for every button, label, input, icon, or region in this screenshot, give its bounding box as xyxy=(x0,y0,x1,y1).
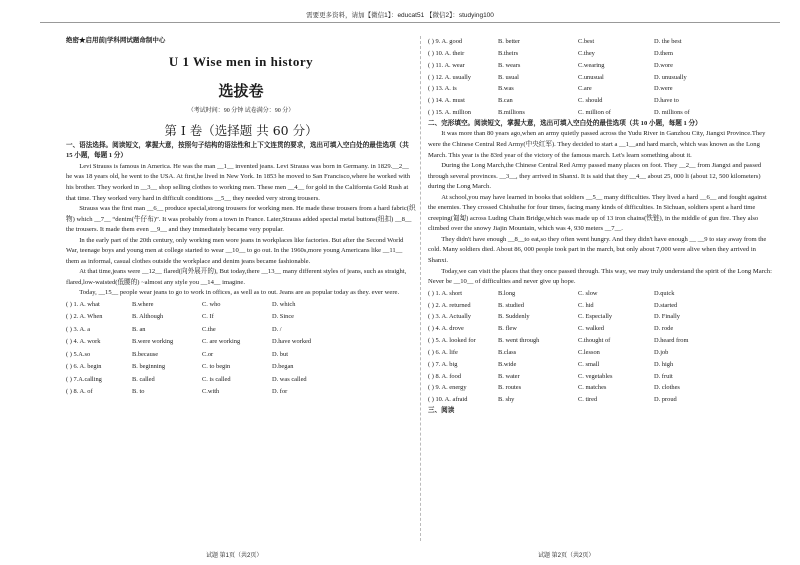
option-item: B. Although xyxy=(132,313,164,321)
option-item: B. wears xyxy=(498,61,521,69)
option-item: ( ) 8. A. of xyxy=(66,388,93,396)
option-item: ( ) 12. A. usually xyxy=(428,73,471,81)
option-item: B.class xyxy=(498,348,517,356)
option-item: D. proud xyxy=(654,396,677,404)
option-item: C.best xyxy=(578,38,595,45)
option-item: C. walked xyxy=(578,325,604,333)
page-header: 需要更多资料，请加【微信1】：educat51 【微信2】：studying100 xyxy=(306,12,494,19)
option-item: C. who xyxy=(202,300,221,308)
header-rule xyxy=(40,22,780,23)
passage-paragraph: It was more than 80 years ago,when an army quietly passed across the Yudu River in Ganzhou City, Jiangxi Province.They were the Chinese Central Red Army(中央红军). They decided to start a __1__and hard march, which was known as the Long March. This year is the 83rd year of the victory of the famous march. Let's learn something about it. xyxy=(428,130,766,159)
option-item: D.were xyxy=(654,85,673,93)
option-item: D.job xyxy=(654,348,669,356)
option-item: B. usual xyxy=(498,73,519,81)
option-item: B. beginning xyxy=(132,363,166,371)
option-item: ( ) 11. A. wear xyxy=(428,61,465,69)
section-heading-cloze: 二、完形填空。阅读短文，掌握大意，选出可填入空白处的最佳选项（共 10 小题，每题 1 分） xyxy=(428,119,702,127)
option-item: B.where xyxy=(132,300,154,308)
option-item: D. the best xyxy=(654,38,682,45)
option-item: D. clothes xyxy=(654,384,680,392)
option-item: D.quick xyxy=(654,289,675,297)
option-item: B.millions xyxy=(498,109,525,117)
option-item: C. matches xyxy=(578,384,607,392)
option-item: B.can xyxy=(498,97,513,105)
option-item: D. / xyxy=(272,325,282,333)
option-item: D. Finally xyxy=(654,313,680,321)
option-item: D. unusually xyxy=(654,73,687,81)
option-item: B.wide xyxy=(498,360,517,368)
option-item: D. was called xyxy=(272,375,307,383)
option-item: C. are working xyxy=(202,338,241,346)
option-item: C. small xyxy=(578,360,600,368)
option-item: B. an xyxy=(132,325,146,333)
option-item: ( ) 5. A. looked for xyxy=(428,337,476,345)
option-item: ( ) 2. A. When xyxy=(66,313,103,321)
option-item: B. water xyxy=(498,372,520,380)
page-footer-left: 试题 第1页（共2页） xyxy=(206,553,263,559)
option-item: ( ) 6. A. begin xyxy=(66,363,102,371)
option-item: C.unusual xyxy=(578,73,604,81)
option-item: ( ) 15. A. million xyxy=(428,109,471,117)
option-item: D. Since xyxy=(272,313,295,321)
option-item: B.was xyxy=(498,85,514,93)
option-item: ( ) 7.A.calling xyxy=(66,375,102,383)
option-item: D. for xyxy=(272,388,288,396)
option-item: C.they xyxy=(578,49,595,57)
option-item: ( ) 2. A. returned xyxy=(428,301,471,309)
option-item: B. called xyxy=(132,375,155,383)
option-item: D. fruit xyxy=(654,372,673,380)
option-item: ( ) 1. A. short xyxy=(428,289,463,297)
option-item: D. but xyxy=(272,350,288,358)
option-item: C. If xyxy=(202,313,214,321)
option-item: B.theirs xyxy=(498,49,519,57)
option-item: B.because xyxy=(132,350,159,358)
option-item: B. went through xyxy=(498,337,540,345)
option-item: B. routes xyxy=(498,384,522,392)
option-item: B. shy xyxy=(498,396,515,404)
option-item: C. should xyxy=(578,97,603,105)
column-divider xyxy=(420,36,421,541)
option-item: D.began xyxy=(272,363,294,371)
option-item: ( ) 13. A. is xyxy=(428,85,457,93)
option-item: ( ) 1. A. what xyxy=(66,300,100,308)
option-item: ( ) 5.A.so xyxy=(66,350,91,358)
passage-paragraph: In the early part of the 20th century, only working men wore jeans in workplaces like factories. But after the Second World War, teenage boys and young men at college started to wear __10__ to go out. In the 1960s,more young Americans like __11__ them as informal, casual clothes outside the workplace and denim jeans became fashionable. xyxy=(66,236,404,265)
option-item: C.thought of xyxy=(578,337,611,345)
option-item: D.have worked xyxy=(272,338,312,346)
option-item: C.or xyxy=(202,350,214,358)
right-column xyxy=(428,36,773,417)
option-item: C. tired xyxy=(578,396,598,404)
brand-line: 绝密★启用前|学科网试题命制中心 xyxy=(66,37,166,44)
option-item: B. Suddenly xyxy=(498,313,530,321)
option-item: C. Especially xyxy=(578,313,613,321)
part-title: 第 I 卷（选择题 共 60 分） xyxy=(164,122,318,138)
option-item: ( ) 6. A. life xyxy=(428,348,458,356)
option-item: B.were working xyxy=(132,338,174,346)
option-item: D. high xyxy=(654,360,674,368)
option-item: ( ) 9. A. energy xyxy=(428,384,467,392)
option-item: D. which xyxy=(272,300,296,308)
passage-paragraph: At that time,jeans were __12__ flared(向外展开的), But today,there __13__ many different styles of jeans, such as straight, flared,low-waisted(低腰的) ~almost any style you __14__ imagine. xyxy=(66,268,407,286)
option-item: B. to xyxy=(132,388,145,396)
option-item: D. millions of xyxy=(654,109,690,117)
option-item: D.heard from xyxy=(654,337,689,345)
passage-paragraph: Today, __15__ people wear jeans to go to work in offices, as well as to out. Jeans are as popular today as they. ever were. xyxy=(79,289,400,297)
exam-subtitle: 选拔卷 xyxy=(218,82,264,101)
option-item: D.have to xyxy=(654,97,679,105)
option-item: ( ) 14. A. must xyxy=(428,97,465,105)
option-item: B.long xyxy=(498,289,516,297)
exam-title: U 1 Wise men in history xyxy=(168,54,314,70)
passage-paragraph: Levi Strauss is famous in America. He was the man __1__ invented jeans. Levi Strauss was born in Germany. in 1829.__2__ he was 18 years old, he went to the USA. At first,he lived in New York. In 1853 he moved to San Francisco,where he worked with his brother. They worked in __3__ shop selling clothes to working men. These men __4__ for gold in the California Gold Rush at that time. They worked very hard in difficult conditions __5__ they needed very strong trousers. xyxy=(66,162,411,202)
option-item: B. flew xyxy=(498,325,517,333)
option-item: C. slow xyxy=(578,289,598,297)
passage-paragraph: They didn't have enough __8__to eat,so they often went hungry. And they didn't have enough __ __9 to stay away from the cold. Many soldiers died. About 86, 000 people took part in the march, but only about 7,000 were alive when they arrived in Shanxi. xyxy=(428,235,767,265)
option-item: C.are xyxy=(578,85,592,93)
option-item: ( ) 7. A. big xyxy=(428,360,458,368)
option-item: B. studied xyxy=(498,301,524,309)
option-item: ( ) 4. A. drove xyxy=(428,325,464,333)
section-heading-reading: 三、阅读 xyxy=(428,407,455,415)
option-item: D.wore xyxy=(654,61,673,69)
passage-paragraph: Today,we can visit the places that they once passed through. This way, we may truly understand the spirit of the Long March: Never be __10__ of difficulties and never give up hope. xyxy=(428,267,772,286)
option-item: ( ) 10. A. their xyxy=(428,49,465,57)
option-item: ( ) 3. A. a xyxy=(66,325,91,333)
option-item: B. better xyxy=(498,38,521,45)
option-item: C. hid xyxy=(578,301,594,309)
option-item: C.with xyxy=(202,388,220,396)
passage-paragraph: Strauss was the first man __6__ produce special,strong trousers for working men. He made these trousers from a hard fabric(织物) which __7__ “denim(牛仔布)”. It was probably from a town in France. Later,Strauss added special metal buttons(纽扣) __8__ the trousers. It made them even __9__ and they immediately became very popular. xyxy=(66,205,416,234)
option-item: C. million of xyxy=(578,109,611,117)
passage-paragraph: At school,you may have learned in books that soldiers __5__ many difficulties. They lived a hard __6__ and fought against the enemies. They crossed Chishuihe for four times, facing many kinds of difficulties. In Sichuan, soldiers spent a hard time creeping(匍匐) across Luding Chain Bridge,which was made up of 13 iron chains(铁链), in the middle of gun fire. They also climbed over the snowy Jiajin Mountain, which was 4, 930 meters __7__. xyxy=(428,193,767,233)
passage-paragraph: During the Long March,the Chinese Central Red Army passed many places on foot. They __2__ from Jiangxi and passed through several provinces. __3__, they arrived in Shanxi. It is said that they __4__ about 25, 000 li (about 12, 500 kilometers) during the Long March. xyxy=(428,162,762,191)
option-item: C.lesson xyxy=(578,348,600,356)
option-item: C.the xyxy=(202,325,216,333)
option-item: C.wearing xyxy=(578,61,605,69)
option-item: D.them xyxy=(654,49,673,57)
exam-meta: （考试时间：90 分钟 试卷满分：90 分） xyxy=(187,108,295,115)
option-item: ( ) 4. A. work xyxy=(66,338,101,346)
option-item: ( ) 9. A. good xyxy=(428,38,463,45)
option-item: D.started xyxy=(654,301,678,309)
option-item: C. is called xyxy=(202,375,231,383)
section-heading-grammar: 一、语法选择。阅读短文，掌握大意，按照句子结构的语法性和上下文连贯的要求，选出可填入空白处的最佳选项（共 15 小题，每题 1 分） xyxy=(66,141,409,160)
options-grid xyxy=(428,288,773,406)
option-item: ( ) 10. A. afraid xyxy=(428,396,468,404)
options-grid xyxy=(66,299,416,399)
option-item: D. rode xyxy=(654,325,674,333)
options-grid xyxy=(428,36,773,119)
page-footer-right: 试题 第2页（共2页） xyxy=(538,553,595,559)
option-item: ( ) 8. A. food xyxy=(428,372,462,380)
option-item: C. vegetables xyxy=(578,372,613,380)
option-item: C. to begin xyxy=(202,363,231,371)
left-column xyxy=(66,36,416,399)
option-item: ( ) 3. A. Actually xyxy=(428,313,471,321)
